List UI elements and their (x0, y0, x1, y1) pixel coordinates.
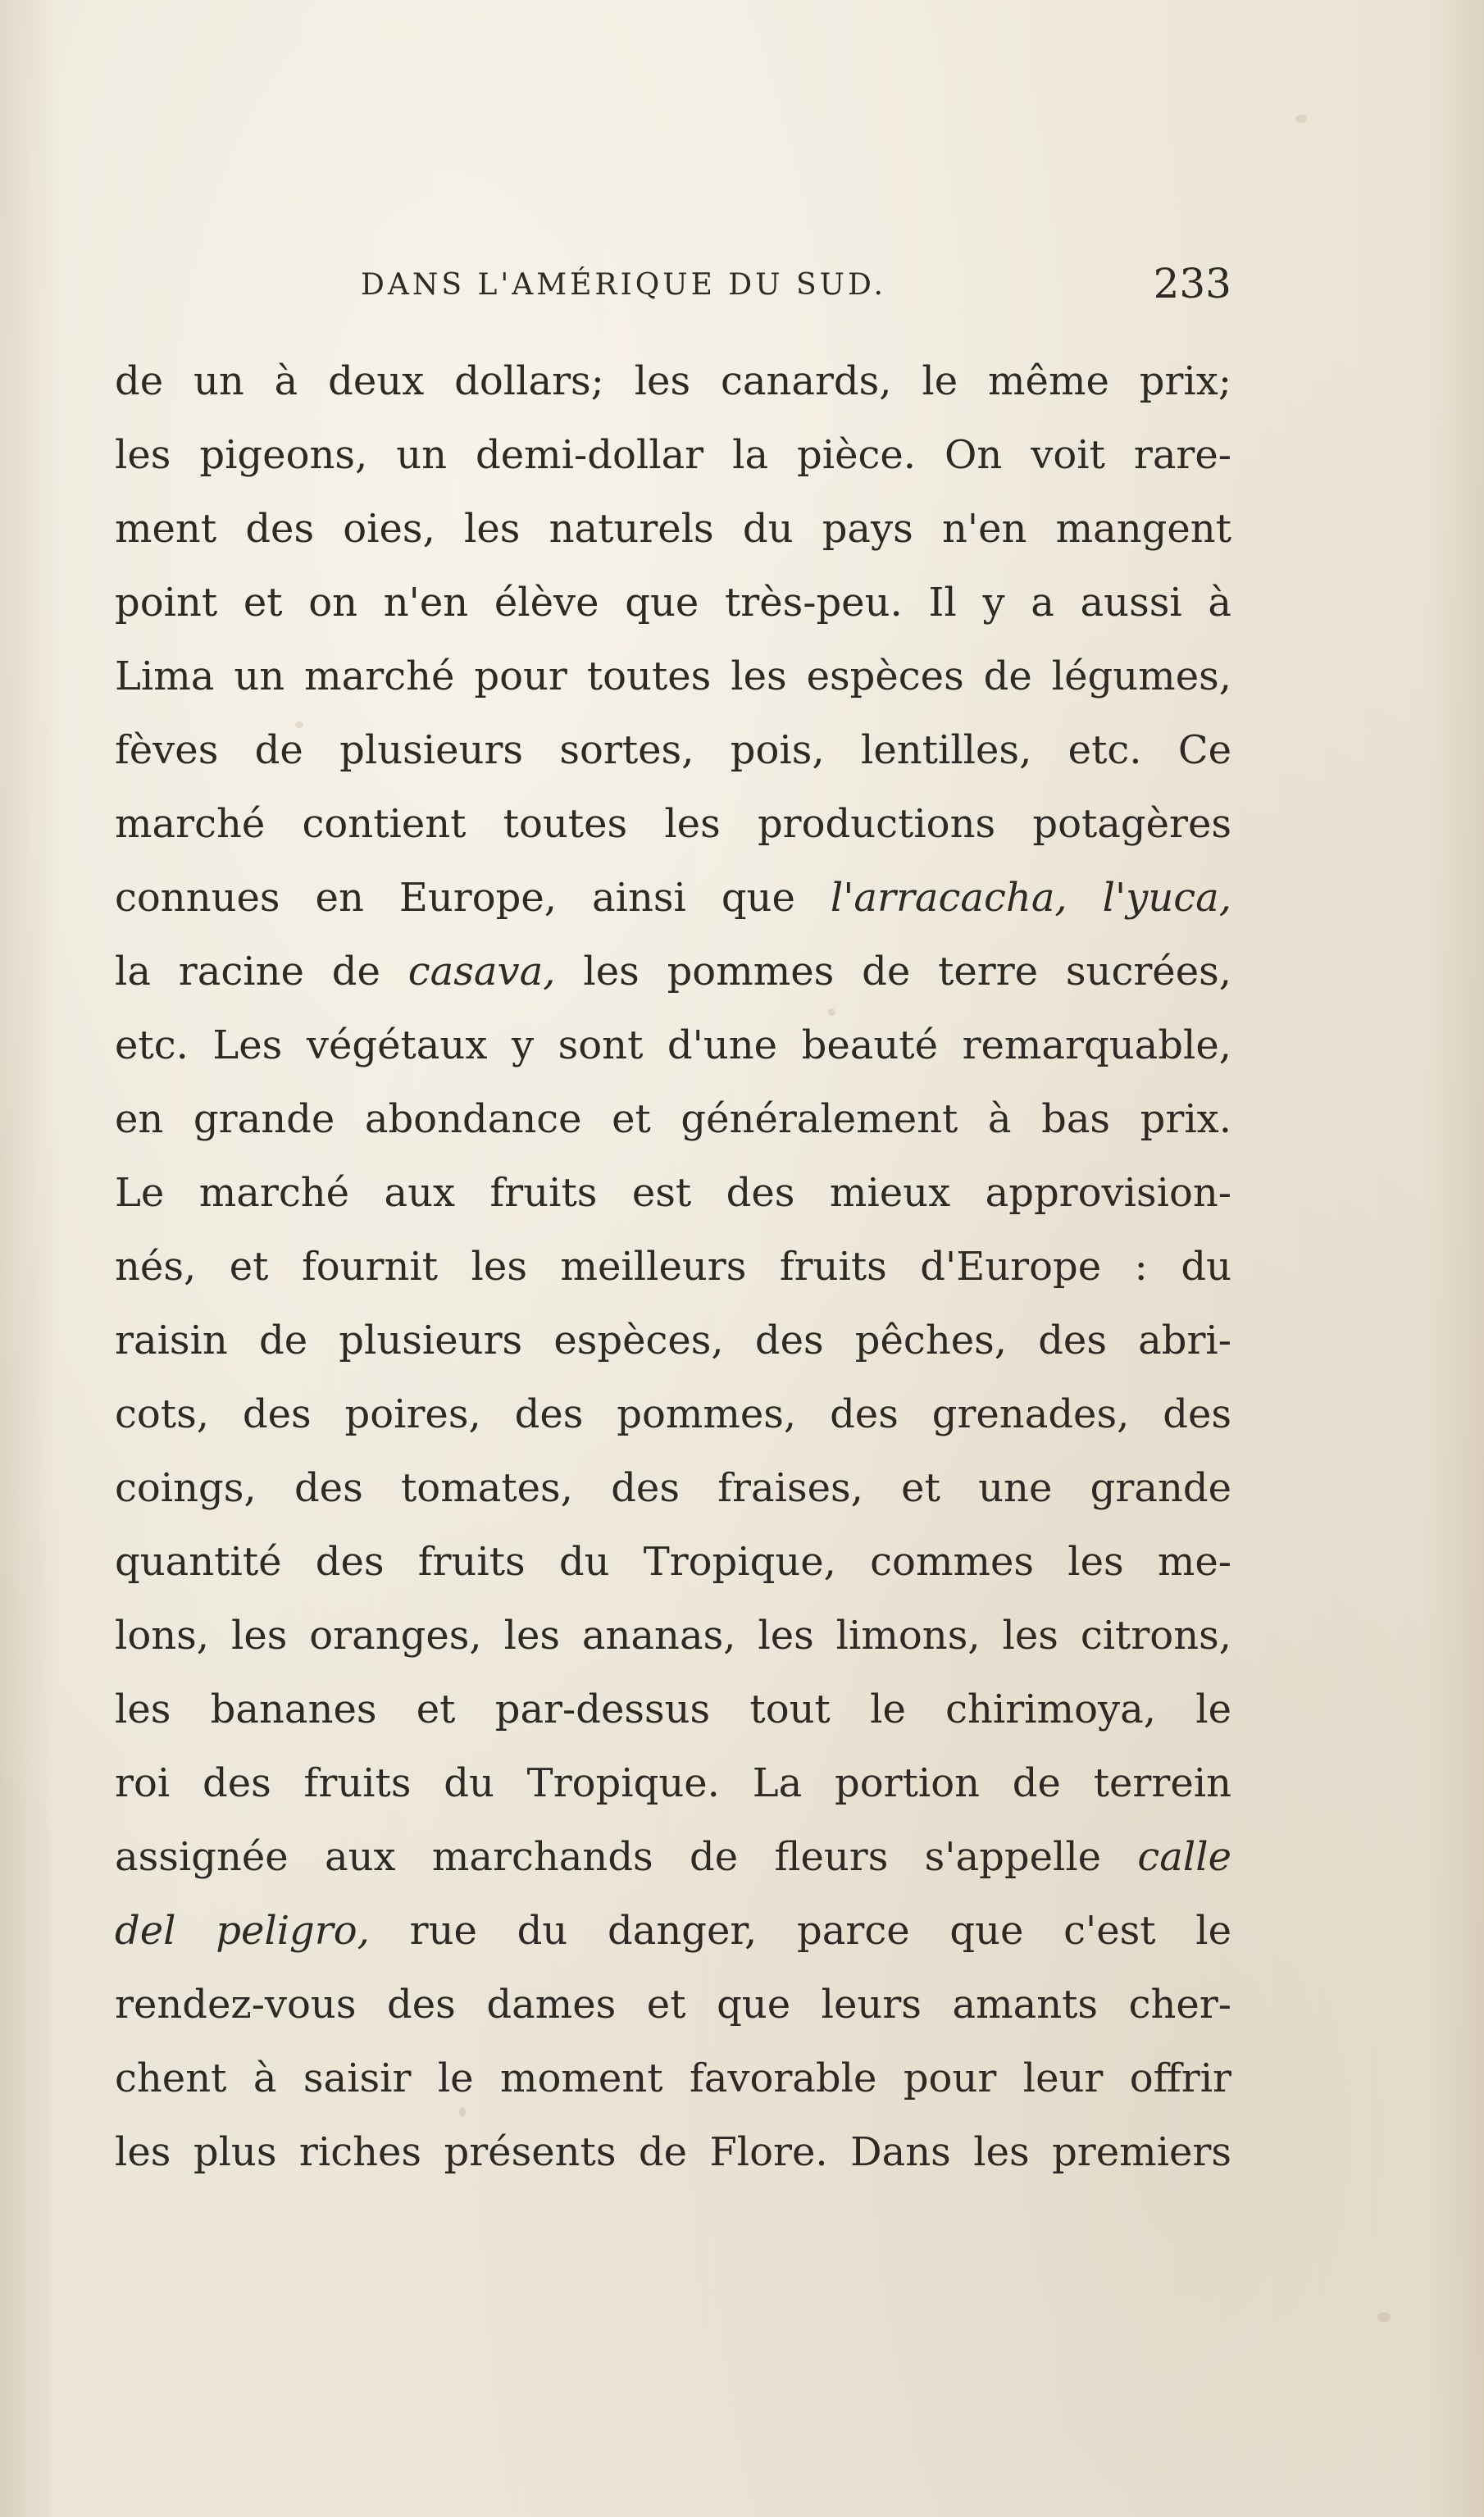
text-line (115, 1746, 1231, 1820)
text-line (115, 2041, 1231, 2115)
page-number: 233 (1153, 260, 1231, 307)
text-segment: Le marché aux fruits est des mieux approvision- (115, 1170, 1231, 1216)
text-segment: rendez-vous des dames et que leurs amants cher- (115, 1982, 1231, 2028)
text-segment: raisin de plusieurs espèces, des pêches, des abri- (115, 1318, 1231, 1363)
italic-text-segment: casava, (407, 949, 556, 995)
text-line (115, 1377, 1231, 1451)
text-segment: assignée aux marchands de fleurs s'appelle (115, 1834, 1138, 1880)
text-segment: les pommes de terre sucrées, (555, 949, 1231, 995)
running-head (115, 258, 1231, 316)
italic-text-segment: del peligro, (115, 1908, 370, 1954)
text-segment: les plus riches présents de Flore. Dans les premiers (115, 2129, 1231, 2175)
text-segment: fèves de plusieurs sortes, pois, lentilles, etc. Ce (115, 727, 1231, 773)
text-line (115, 492, 1231, 566)
text-line (115, 418, 1231, 492)
text-segment: connues en Europe, ainsi que (115, 875, 831, 921)
text-line (115, 344, 1231, 418)
text-line (115, 787, 1231, 861)
text-line (115, 1304, 1231, 1377)
text-line (115, 1599, 1231, 1673)
text-line (115, 1156, 1231, 1230)
text-segment: lons, les oranges, les ananas, les limons, les citrons, (115, 1613, 1231, 1659)
text-segment: rue du danger, parce que c'est le (369, 1908, 1232, 1954)
text-segment: Lima un marché pour toutes les espèces de légumes, (115, 653, 1231, 699)
paper-spot (1377, 2312, 1391, 2322)
text-segment: ment des oies, les naturels du pays n'en mangent (115, 506, 1231, 552)
text-segment: les bananes et par-dessus tout le chirimoya, le (115, 1686, 1231, 1732)
text-segment: les pigeons, un demi-dollar la pièce. On voit rare- (115, 432, 1231, 478)
italic-text-segment: calle (1137, 1834, 1231, 1880)
body-text (115, 344, 1231, 2189)
text-segment: la racine de (115, 949, 408, 995)
text-line (115, 1451, 1231, 1525)
text-segment: roi des fruits du Tropique. La portion de terrein (115, 1760, 1231, 1806)
text-segment: chent à saisir le moment favorable pour leur offrir (115, 2055, 1231, 2101)
text-line (115, 1820, 1231, 1894)
text-line (115, 1673, 1231, 1746)
text-segment: en grande abondance et généralement à bas prix. (115, 1096, 1231, 1142)
text-line (115, 1894, 1231, 1968)
text-line (115, 1968, 1231, 2041)
text-segment: de un à deux dollars; les canards, le même prix; (115, 358, 1231, 404)
text-line (115, 566, 1231, 639)
text-segment: nés, et fournit les meilleurs fruits d'Europe : du (115, 1244, 1231, 1290)
text-segment: quantité des fruits du Tropique, commes les me- (115, 1539, 1231, 1585)
text-line (115, 713, 1231, 787)
text-line (115, 639, 1231, 713)
text-line (115, 2115, 1231, 2189)
running-head-title: DANS L'AMÉRIQUE DU SUD. (361, 268, 886, 302)
text-line (115, 1082, 1231, 1156)
text-segment: marché contient toutes les productions potagères (115, 801, 1231, 847)
paper-spot (1295, 115, 1307, 123)
text-line (115, 861, 1231, 935)
text-segment: etc. Les végétaux y sont d'une beauté remarquable, (115, 1022, 1231, 1068)
text-line (115, 1008, 1231, 1082)
text-segment: coings, des tomates, des fraises, et une grande (115, 1465, 1231, 1511)
text-line (115, 935, 1231, 1008)
italic-text-segment: l'arracacha, l'yuca, (830, 875, 1231, 921)
text-line (115, 1525, 1231, 1599)
text-line (115, 1230, 1231, 1304)
text-segment: point et on n'en élève que très-peu. Il y a aussi à (115, 580, 1231, 626)
text-segment: cots, des poires, des pommes, des grenades, des (115, 1391, 1231, 1437)
